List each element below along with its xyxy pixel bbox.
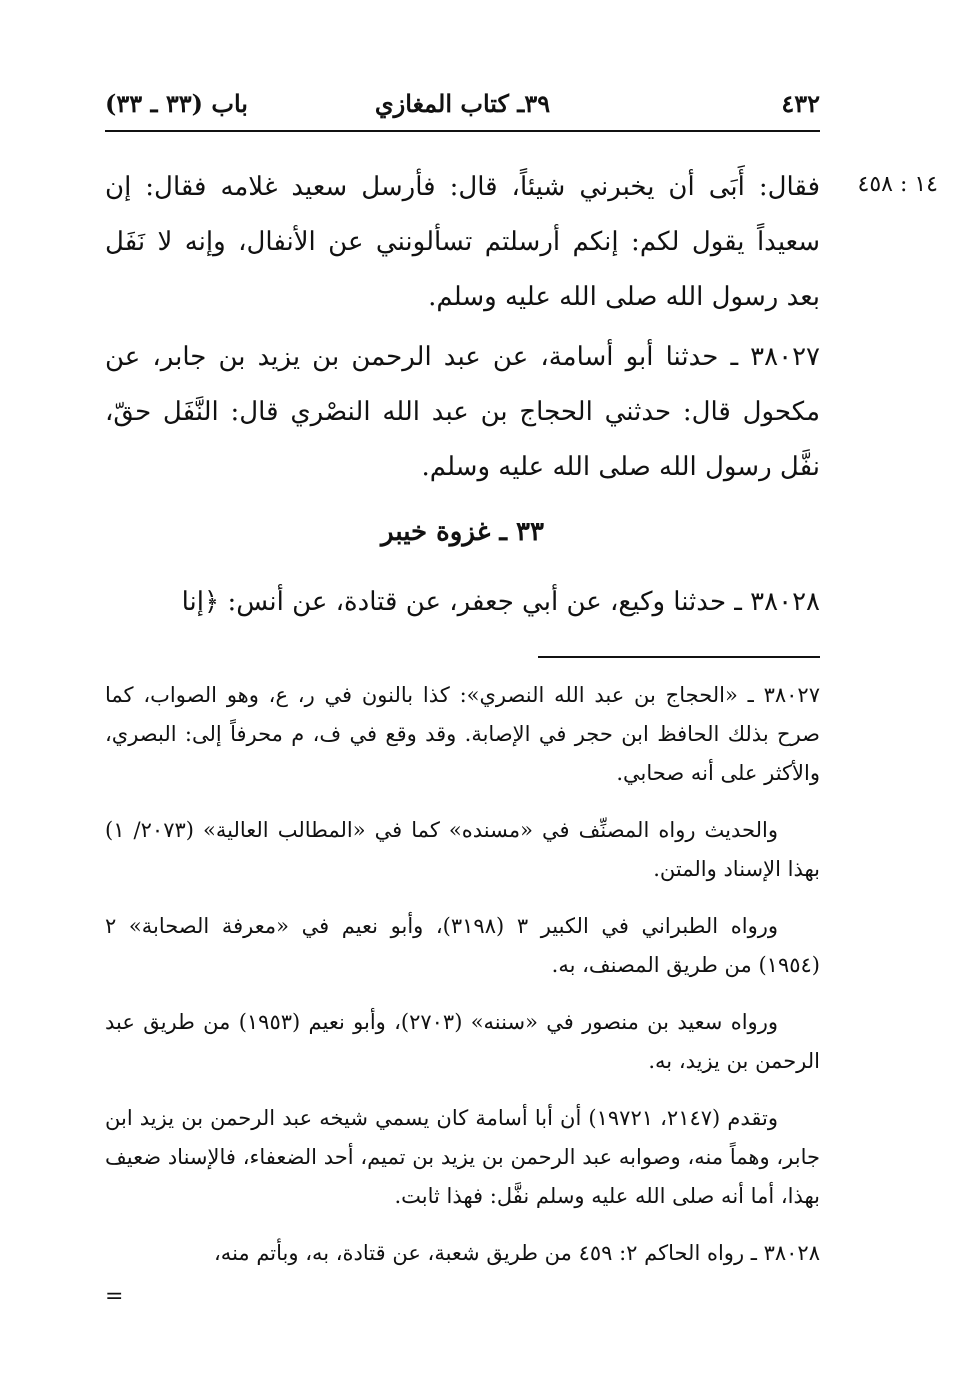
section-heading: ٣٣ ـ غزوة خيبر	[381, 517, 544, 547]
book-title: ٣٩ـ كتاب المغازي	[374, 89, 551, 118]
footnote-tabarani: ورواه الطبراني في الكبير ٣ (٣١٩٨)، وأبو نعيم في «معرفة الصحابة» ٢ (١٩٥٤) من طريق المصنف، به.	[105, 914, 820, 977]
footnotes	[105, 676, 820, 1291]
main-text-block-3	[105, 575, 820, 630]
paragraph-1: فقال: أَبَى أن يخبرني شيئاً، قال: فأرسل سعيد غلامه فقال: إن سعيداً يقول لكم: إنكم أرسلتم تسألونني عن الأنفال، وإنه لا نَفَل بعد رسول الله صلى الله عليه وسلم.	[105, 172, 820, 312]
footnote-38027: ٣٨٠٢٧ ـ «الحجاج بن عبد الله النصري»: كذا بالنون في ر، ع، وهو الصواب، كما صرح بذلك الحافظ ابن حجر في الإصابة. وقد وقع في ف، م محرفاً إلى: البصري، والأكثر على أنه صحابي.	[105, 683, 820, 785]
main-text-block-1	[105, 160, 820, 325]
hadith-38028: ٣٨٠٢٨ ـ حدثنا وكيع، عن أبي جعفر، عن قتادة، عن أنس: ﴿إنا	[181, 587, 820, 617]
margin-reference: ١٤ : ٤٥٨	[857, 172, 938, 197]
hadith-38027: ٣٨٠٢٧ ـ حدثنا أبو أسامة، عن عبد الرحمن بن يزيد بن جابر، عن مكحول قال: حدثني الحجاج بن عبد الله النصْري قال: النَّفَل حقّ، نفَّل رسول الله صلى الله عليه وسلم.	[105, 342, 820, 482]
footnote-divider	[538, 656, 820, 658]
page-header	[105, 86, 820, 126]
chapter-reference: باب (٣٣ ـ ٣٣)	[105, 89, 248, 118]
footnote-previous: وتقدم (٢١٤٧، ١٩٧٢١) أن أبا أسامة كان يسمي شيخه عبد الرحمن بن يزيد ابن جابر، وهماً منه، وصوابه عبد الرحمن بن يزيد بن تميم، أحد الضعفاء، فالإسناد ضعيف بهذا، أما أنه صلى الله عليه وسلم نفَّل: فهذا ثابت.	[105, 1106, 820, 1208]
footnote-musnad: والحديث رواه المصنِّف في «مسنده» كما في «المطالب العالية» (٢٠٧٣/ ١) بهذا الإسناد والمتن.	[105, 818, 820, 881]
header-divider	[105, 130, 820, 132]
main-text-block-2	[105, 330, 820, 495]
footnote-38028: ٣٨٠٢٨ ـ رواه الحاكم ٢: ٤٥٩ من طريق شعبة، عن قتادة، به، وبأتم منه،	[214, 1241, 820, 1265]
continuation-mark: =	[105, 1284, 124, 1309]
page-number: ٤٣٢	[781, 89, 820, 118]
footnote-said-ibn-mansur: ورواه سعيد بن منصور في «سننه» (٢٧٠٣)، وأبو نعيم (١٩٥٣) من طريق عبد الرحمن بن يزيد، به.	[105, 1010, 820, 1073]
